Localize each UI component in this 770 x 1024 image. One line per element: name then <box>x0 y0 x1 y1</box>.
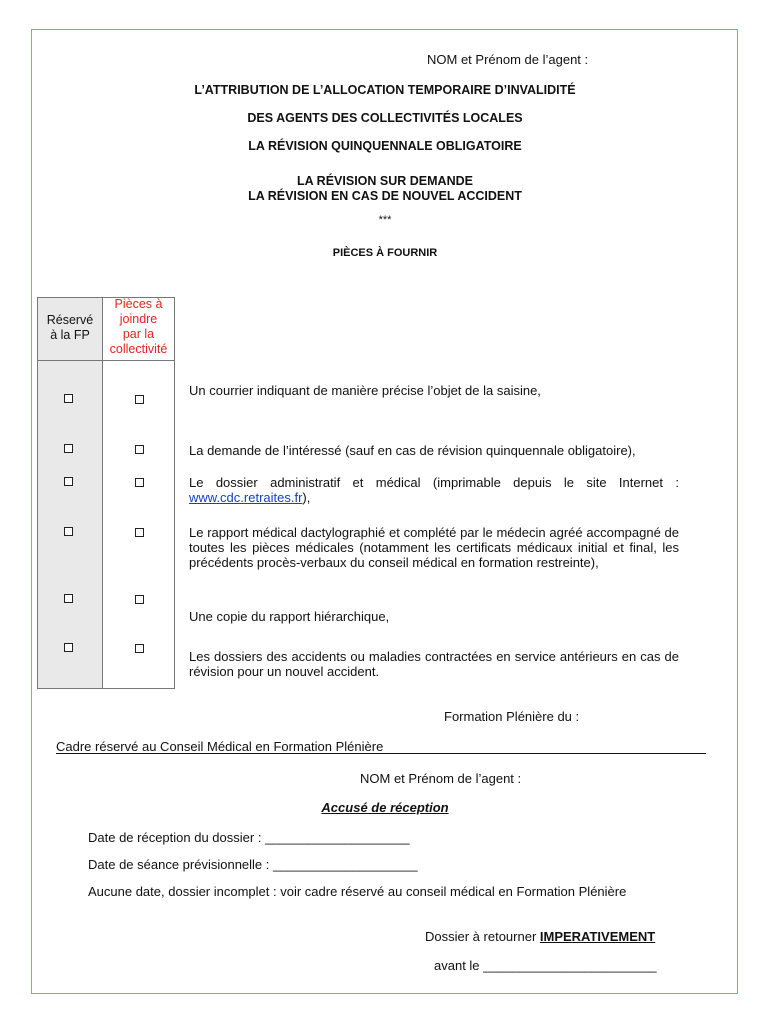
column-reserve-fp <box>37 297 103 689</box>
checkbox-fp-1[interactable] <box>64 394 73 403</box>
piece-item-5: Une copie du rapport hiérarchique, <box>189 609 390 624</box>
avant-le-field[interactable]: avant le ________________________ <box>434 958 657 973</box>
aucune-date-note: Aucune date, dossier incomplet : voir cadre réservé au conseil médical en Formation Plénière <box>88 884 627 899</box>
title-line-5: LA RÉVISION EN CAS DE NOUVEL ACCIDENT <box>248 189 522 203</box>
title-line-1: L’ATTRIBUTION DE L’ALLOCATION TEMPORAIRE D’INVALIDITÉ <box>194 83 576 97</box>
checkbox-collectivite-4[interactable] <box>135 528 144 537</box>
accuse-reception-title: Accusé de réception <box>321 800 449 815</box>
dossier-retourner-note: Dossier à retourner IMPERATIVEMENT <box>425 929 656 944</box>
title-line-3: LA RÉVISION QUINQUENNALE OBLIGATOIRE <box>248 139 522 153</box>
cdc-retraites-link[interactable]: www.cdc.retraites.fr <box>189 490 303 505</box>
checkbox-collectivite-5[interactable] <box>135 595 144 604</box>
title-line-2: DES AGENTS DES COLLECTIVITÉS LOCALES <box>247 111 523 125</box>
column-header-reserve: Réservé à la FP <box>46 313 94 342</box>
title-line-4: LA RÉVISION SUR DEMANDE <box>297 174 473 188</box>
agent-name-label-2: NOM et Prénom de l’agent : <box>360 771 522 786</box>
date-seance-field[interactable]: Date de séance prévisionnelle : ____________________ <box>88 857 418 872</box>
column-header-collectivite: Pièces à joindre par la collectivité <box>109 297 168 356</box>
cadre-divider <box>56 753 706 754</box>
checkbox-collectivite-3[interactable] <box>135 478 144 487</box>
piece-item-2: La demande de l’intéressé (sauf en cas de révision quinquennale obligatoire), <box>189 443 636 458</box>
piece-item-6: Les dossiers des accidents ou maladies contractées en service antérieurs en cas de révision pour un nouvel accident. <box>189 649 679 679</box>
checkbox-collectivite-1[interactable] <box>135 395 144 404</box>
checkbox-fp-5[interactable] <box>64 594 73 603</box>
agent-name-label: NOM et Prénom de l’agent : <box>427 52 589 67</box>
cadre-reserve-label: Cadre réservé au Conseil Médical en Formation Plénière <box>56 739 384 754</box>
checkbox-collectivite-2[interactable] <box>135 445 144 454</box>
imperativement-text: IMPERATIVEMENT <box>539 929 656 944</box>
pieces-title: PIÈCES À FOURNIR <box>332 247 438 259</box>
formation-pleniere-label: Formation Plénière du : <box>444 709 580 724</box>
date-reception-field[interactable]: Date de réception du dossier : ____________________ <box>88 830 410 845</box>
checkbox-fp-4[interactable] <box>64 527 73 536</box>
checkbox-fp-3[interactable] <box>64 477 73 486</box>
checkbox-collectivite-6[interactable] <box>135 644 144 653</box>
separator-stars: *** <box>378 214 392 226</box>
piece-item-4: Le rapport médical dactylographié et complété par le médecin agréé accompagné de toutes les pièces médicales (notamment les certificats médicaux initial et final, les précédents procès-verbaux du conseil médical en formation restreinte), <box>189 525 679 570</box>
checkbox-fp-2[interactable] <box>64 444 73 453</box>
checkbox-fp-6[interactable] <box>64 643 73 652</box>
header-divider <box>37 360 175 361</box>
piece-item-1: Un courrier indiquant de manière précise l’objet de la saisine, <box>189 383 541 398</box>
piece-item-3: Le dossier administratif et médical (imprimable depuis le site Internet : www.cdc.retraites.fr), <box>189 475 679 505</box>
